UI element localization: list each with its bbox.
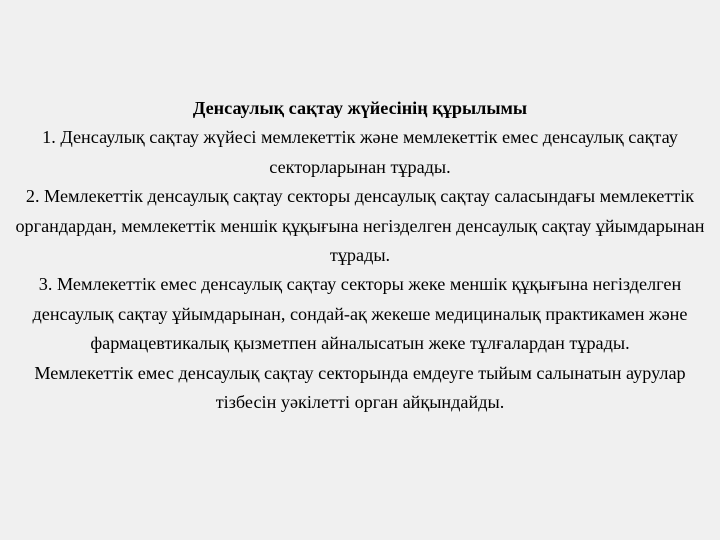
paragraph-4: Мемлекеттік емес денсаулық сақтау секторында емдеуге тыйым салынатын аурулар тізбесін уәкілетті орган айқындайды. [34,362,686,413]
paragraph-3: 3. Мемлекеттік емес денсаулық сақтау секторы жеке меншік құқығына негізделген денсаулық сақтау ұйымдарынан, сондай-ақ жекеше медициналық практикамен және фармацевтикалық қызметпен айналысатын жеке тұлғалардан тұрады. [32,274,688,354]
paragraph-2: 2. Мемлекеттік денсаулық сақтау секторы денсаулық сақтау саласындағы мемлекеттік органдардан, мемлекеттік меншік құқығына негізделген денсаулық сақтау ұйымдарынан тұрады. [15,186,705,266]
slide-title: Денсаулық сақтау жүйесінің құрылымы [192,98,528,118]
paragraph-1: 1. Денсаулық сақтау жүйесі мемлекеттік және мемлекеттік емес денсаулық сақтау секторларынан тұрады. [42,127,678,177]
slide-body [14,94,706,417]
